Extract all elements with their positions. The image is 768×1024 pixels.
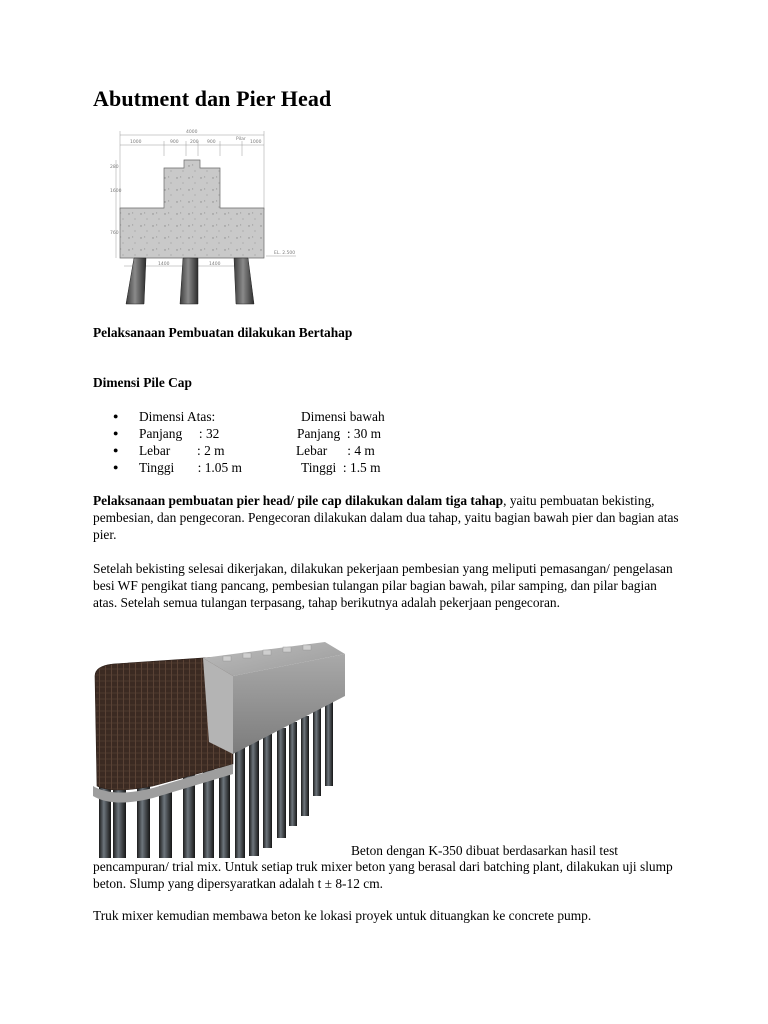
dim-label: 4000 [186,130,198,135]
page-title: Abutment dan Pier Head [93,86,332,111]
pier-cap-3d-render [93,636,351,858]
paragraph-beton-lead: Beton dengan K-350 dibuat berdasarkan hasil test [351,843,618,858]
bullet-icon: ● [113,462,119,472]
dim-label: Pilar [236,137,246,142]
dim-label: 280 [110,165,119,170]
paragraph-tahap [93,492,683,543]
dimensi-right: Dimensi bawah [301,409,385,424]
bullet-icon: ● [113,411,119,421]
dim-label: 1000 [130,140,142,145]
paragraph-beton: pencampuran/ trial mix. Untuk setiap truk mixer beton yang berasal dari batching plant, dilakukan uji slump beton. Slump yang dipersyaratkan adalah t ± 8-12 cm. [93,859,673,891]
paragraph-pembesian: Setelah bekisting selesai dikerjakan, dilakukan pekerjaan pembesian yang meliputi pemasangan/ pengelasan besi WF pengikat tiang pancang, pembesian tulangan pilar bagian bawah, pilar samping, dan pilar bagian atas. Setelah semua tulangan terpasang, tahap berikutnya adalah pekerjaan pengecoran. [93,561,673,610]
dimensi-left: Tinggi : 1.05 m [139,460,242,475]
dim-label: 760 [110,231,119,236]
dimensi-right: Lebar : 4 m [296,443,375,458]
dim-label: 1600 [110,189,122,194]
dim-label: 1000 [250,140,262,145]
dim-label: 1400 [209,262,221,267]
dimensi-left: Lebar : 2 m [139,443,225,458]
bullet-icon: ● [113,428,119,438]
dim-label: EL. 2.500 [274,251,296,256]
dim-label: 200 [190,140,199,145]
dimensi-heading: Dimensi Pile Cap [93,375,192,390]
section-heading: Pelaksanaan Pembuatan dilakukan Bertahap [93,325,353,340]
dim-label: 1400 [158,262,170,267]
bullet-icon: ● [113,445,119,455]
dimensi-right: Tinggi : 1.5 m [301,460,381,475]
dim-label: 900 [170,140,179,145]
pier-head-section-drawing [110,126,306,306]
paragraph-text: , yaitu pembuatan bekisting, pembesian, dan pengecoran. Pengecoran dilakukan dalam dua tahap, yaitu bagian bawah pier dan bagian atas pier. [93,493,679,542]
paragraph-bold-lead: Pelaksanaan pembuatan pier head/ pile cap dilakukan dalam tiga tahap [93,493,504,508]
dimensi-right: Panjang : 30 m [297,426,382,441]
paragraph-truk-mixer: Truk mixer kemudian membawa beton ke lokasi proyek untuk dituangkan ke concrete pump. [93,908,592,923]
dimensi-left: Dimensi Atas: [139,409,216,424]
dim-label: 900 [207,140,216,145]
dimensi-left: Panjang : 32 [139,426,220,441]
